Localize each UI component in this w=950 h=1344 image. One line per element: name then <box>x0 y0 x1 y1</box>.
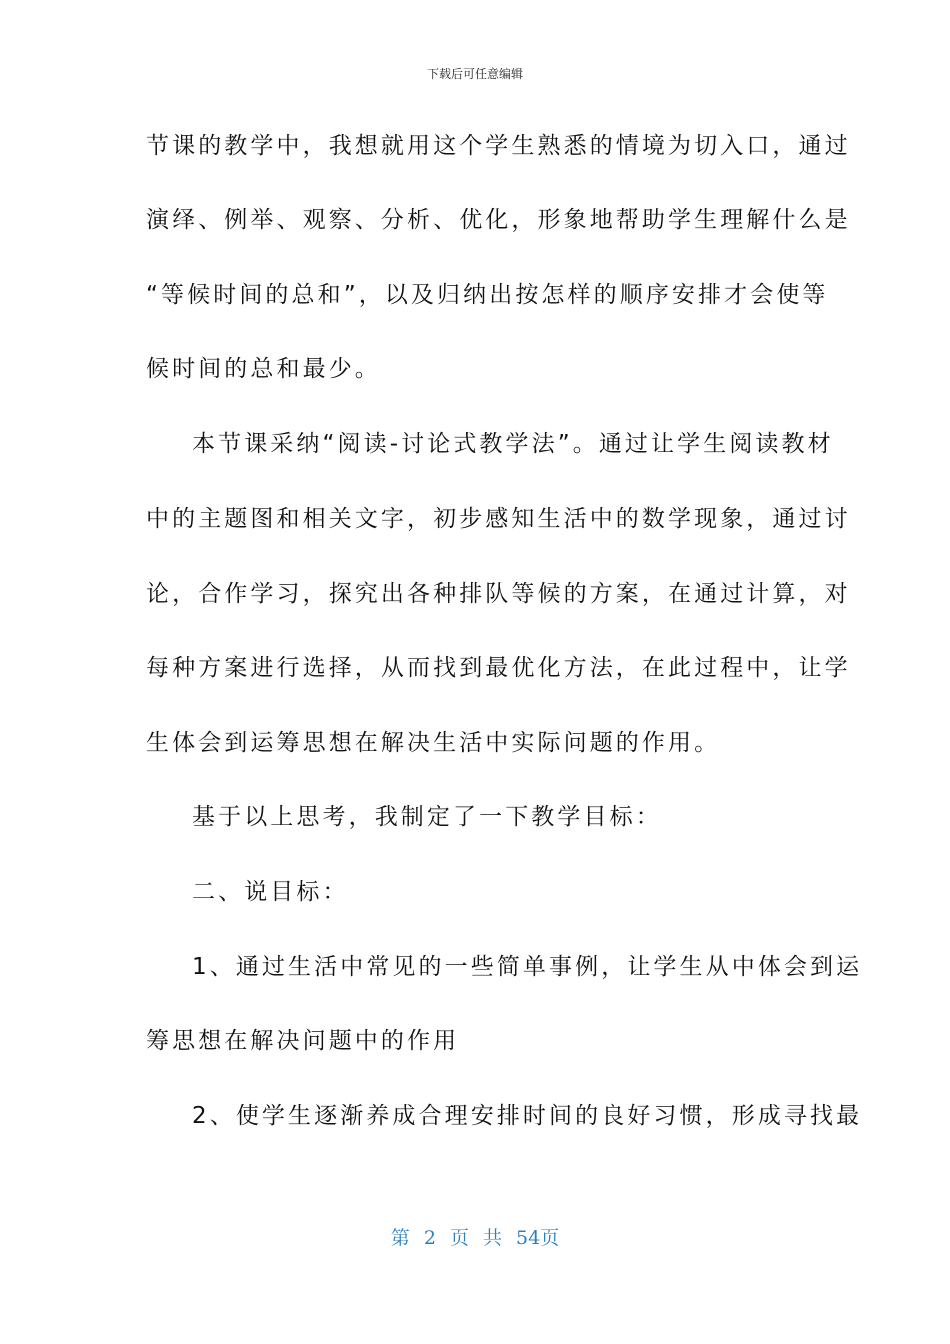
body-text-line: 每种方案进行选择，从而找到最优化方法，在此过程中，让学 <box>146 655 851 681</box>
page-header-note: 下载后可任意编辑 <box>426 67 523 81</box>
body-text-line: 论，合作学习，探究出各种排队等候的方案，在通过计算，对 <box>146 581 851 607</box>
body-text-line: 演绎、例举、观察、分析、优化，形象地帮助学生理解什么是 <box>146 207 851 233</box>
body-text-line: 生体会到运筹思想在解决生活中实际问题的作用。 <box>146 730 721 756</box>
list-item-text: 筹思想在解决问题中的作用 <box>146 1028 460 1054</box>
list-item-text: 2、使学生逐渐养成合理安排时间的良好习惯，形成寻找最 <box>192 1103 863 1129</box>
section-heading: 二、说目标： <box>192 879 349 905</box>
body-text-line: 基于以上思考，我制定了一下教学目标： <box>192 804 662 830</box>
body-text-line: 中的主题图和相关文字，初步感知生活中的数学现象，通过讨 <box>146 506 851 532</box>
list-item-text: 1、通过生活中常见的一些简单事例，让学生从中体会到运 <box>192 954 863 980</box>
body-text-line: 本节课采纳“阅读-讨论式教学法”。通过让学生阅读教材 <box>192 431 834 457</box>
page-number: 第 2 页 共 54页 <box>390 1227 560 1249</box>
body-text-line: 候时间的总和最少。 <box>146 356 381 382</box>
body-text-line: 节课的教学中，我想就用这个学生熟悉的情境为切入口，通过 <box>146 133 851 159</box>
body-text-line: “等候时间的总和”，以及归纳出按怎样的顺序安排才会使等 <box>146 282 829 308</box>
